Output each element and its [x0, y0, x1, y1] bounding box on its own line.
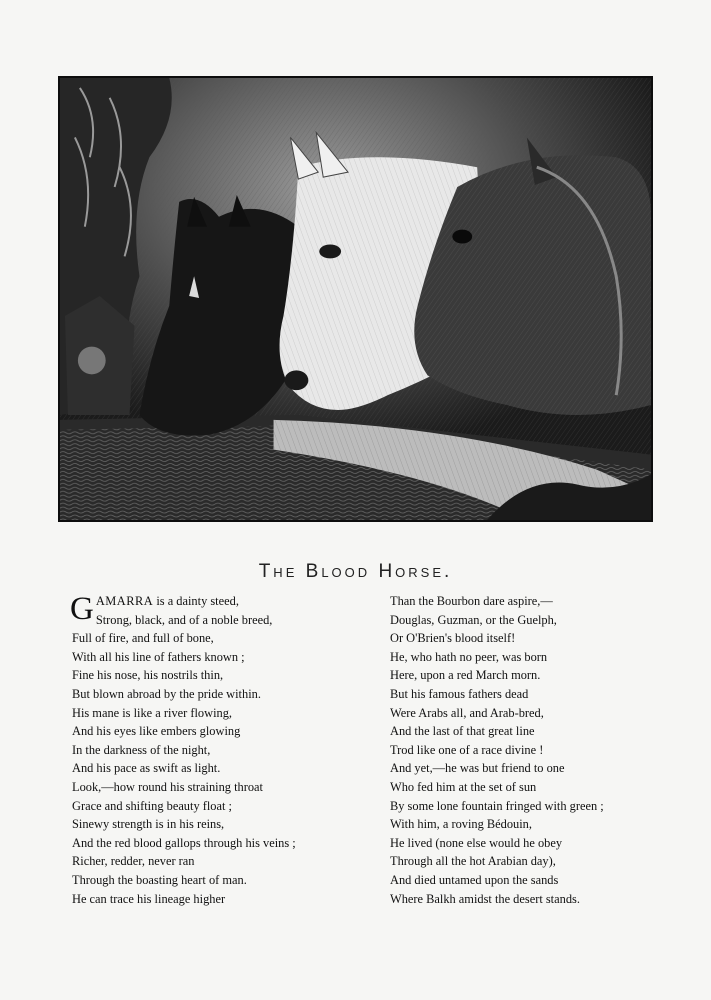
poem-line: And yet,—he was but friend to one	[390, 761, 565, 776]
poem-line: And the last of that great line	[390, 724, 535, 739]
poem-line: Or O'Brien's blood itself!	[390, 631, 516, 646]
page-title: The Blood Horse.	[258, 560, 453, 582]
poem-line: He, who hath no peer, was born	[390, 649, 548, 664]
poem-first-line-rest: is a dainty steed,	[153, 594, 239, 608]
poem-line: By some lone fountain fringed with green ;	[390, 798, 604, 813]
poem-line: With him, a roving Bédouin,	[390, 817, 532, 832]
poem-line: Who fed him at the set of sun	[390, 779, 537, 794]
poem-line: Trod like one of a race divine !	[390, 742, 544, 757]
poem-column-left	[72, 592, 372, 908]
horses-drinking-engraving	[58, 76, 653, 522]
poem-line: And his pace as swift as light.	[72, 761, 221, 776]
poem-line: Here, upon a red March morn.	[390, 668, 541, 683]
poem-line: Look,—how round his straining throat	[72, 779, 264, 794]
poem-line: Where Balkh amidst the desert stands.	[390, 891, 580, 906]
poem-line: Full of fire, and full of bone,	[72, 631, 214, 646]
poem-line: And his eyes like embers glowing	[72, 724, 241, 739]
poem-line: Grace and shifting beauty float ;	[72, 798, 232, 813]
poem-line: Were Arabs all, and Arab-bred,	[390, 705, 544, 720]
dropcap: G	[70, 591, 94, 627]
engraving-artwork	[60, 78, 651, 520]
poem-line: But blown abroad by the pride within.	[72, 686, 261, 701]
poem-line: Fine his nose, his nostrils thin,	[72, 668, 224, 683]
poem-line: And the red blood gallops through his veins ;	[72, 835, 296, 850]
poem-line: Through all the hot Arabian day),	[390, 854, 556, 869]
poem-line: But his famous fathers dead	[390, 686, 529, 701]
poem-line: And died untamed upon the sands	[390, 872, 559, 887]
poem-line: Douglas, Guzman, or the Guelph,	[390, 612, 557, 627]
poem-column-right	[390, 592, 690, 908]
poem-line: Sinewy strength is in his reins,	[72, 817, 225, 832]
poem-first-word: AMARRA	[95, 594, 154, 608]
poem-line: He lived (none else would he obey	[390, 835, 563, 850]
poem-line: Through the boasting heart of man.	[72, 872, 247, 887]
poem-line: Strong, black, and of a noble breed,	[95, 612, 273, 627]
poem-line: In the darkness of the night,	[72, 742, 211, 757]
poem-line: His mane is like a river flowing,	[72, 705, 233, 720]
poem-line: He can trace his lineage higher	[72, 891, 226, 906]
poem-line: Than the Bourbon dare aspire,—	[390, 594, 553, 608]
poem-line: With all his line of fathers known ;	[72, 649, 245, 664]
poem-line: Richer, redder, never ran	[72, 854, 195, 869]
